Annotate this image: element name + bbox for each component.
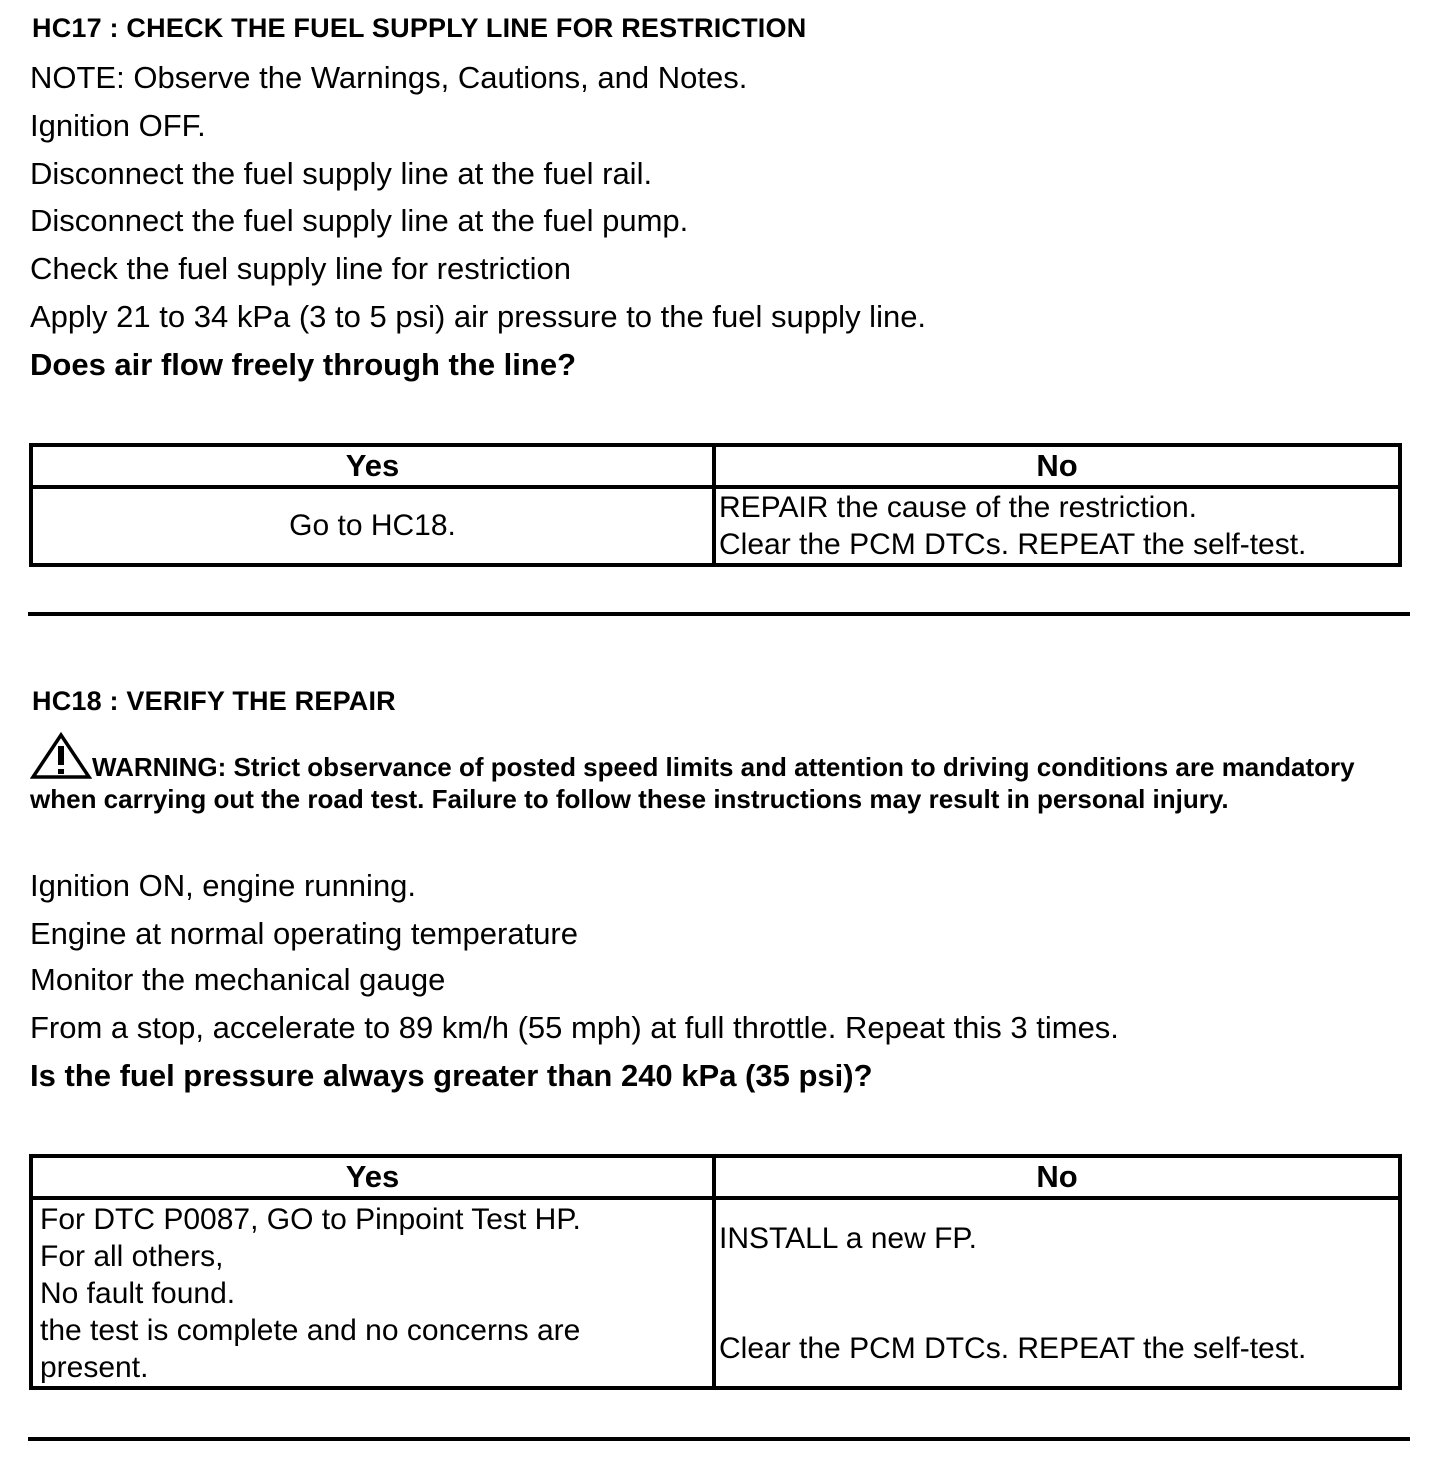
hc18-step-accelerate: From a stop, accelerate to 89 km/h (55 mph) at full throttle. Repeat this 3 times. [30,1010,1119,1045]
hc18-warning [30,732,1410,815]
hc18-no-header: No [714,1156,1400,1198]
hc17-step-apply: Apply 21 to 34 kPa (3 to 5 psi) air pressure to the fuel supply line. [30,299,927,334]
hc17-step-disconnect-pump: Disconnect the fuel supply line at the fuel pump. [30,203,689,238]
hc18-step-temperature: Engine at normal operating temperature [30,916,578,951]
hc17-question: Does air flow freely through the line? [30,347,577,382]
hc17-step-note: NOTE: Observe the Warnings, Cautions, and Notes. [30,60,748,95]
hc17-title: HC17 : CHECK THE FUEL SUPPLY LINE FOR RESTRICTION [32,13,807,43]
hc18-result-table [29,1154,1402,1390]
hc18-step-ignition: Ignition ON, engine running. [30,868,417,903]
hc17-step-check: Check the fuel supply line for restriction [30,251,572,286]
section-divider-bottom [28,1437,1410,1441]
hc17-step-ignition: Ignition OFF. [30,108,206,143]
hc17-yes-cell [31,487,714,565]
hc18-no-line-1: INSTALL a new FP. [719,1222,977,1255]
hc18-question: Is the fuel pressure always greater than 240 kPa (35 psi)? [30,1058,873,1093]
hc17-no-cell [714,487,1400,565]
hc17-step-disconnect-rail: Disconnect the fuel supply line at the fuel rail. [30,156,653,191]
warning-triangle-icon [30,732,92,780]
hc18-yes-line-1: For DTC P0087, GO to Pinpoint Test HP. [40,1203,581,1236]
hc18-no-line-2: Clear the PCM DTCs. REPEAT the self-test. [719,1332,1307,1365]
hc17-no-line-1: REPAIR the cause of the restriction. [719,491,1197,524]
hc18-title: HC18 : VERIFY THE REPAIR [32,686,396,716]
section-divider [28,612,1410,616]
hc18-step-monitor: Monitor the mechanical gauge [30,962,446,997]
hc17-yes-text: Go to HC18. [289,509,456,542]
hc18-warning-text: WARNING: Strict observance of posted speed limits and attention to driving conditions are mandatory when carrying out the road test. Failure to follow these instructions may result in personal injury. [30,752,1355,814]
hc18-yes-line-3: No fault found. [40,1277,236,1310]
hc18-yes-cell [31,1198,714,1388]
hc17-yes-header: Yes [31,445,714,487]
hc17-result-table [29,443,1402,567]
hc18-no-cell [714,1198,1400,1388]
hc18-yes-line-2: For all others, [40,1240,224,1273]
hc18-yes-header: Yes [31,1156,714,1198]
hc18-yes-line-4: the test is complete and no concerns are [40,1314,581,1347]
hc17-no-header: No [714,445,1400,487]
hc17-no-line-2: Clear the PCM DTCs. REPEAT the self-test. [719,528,1307,561]
hc18-yes-line-5: present. [40,1351,149,1384]
